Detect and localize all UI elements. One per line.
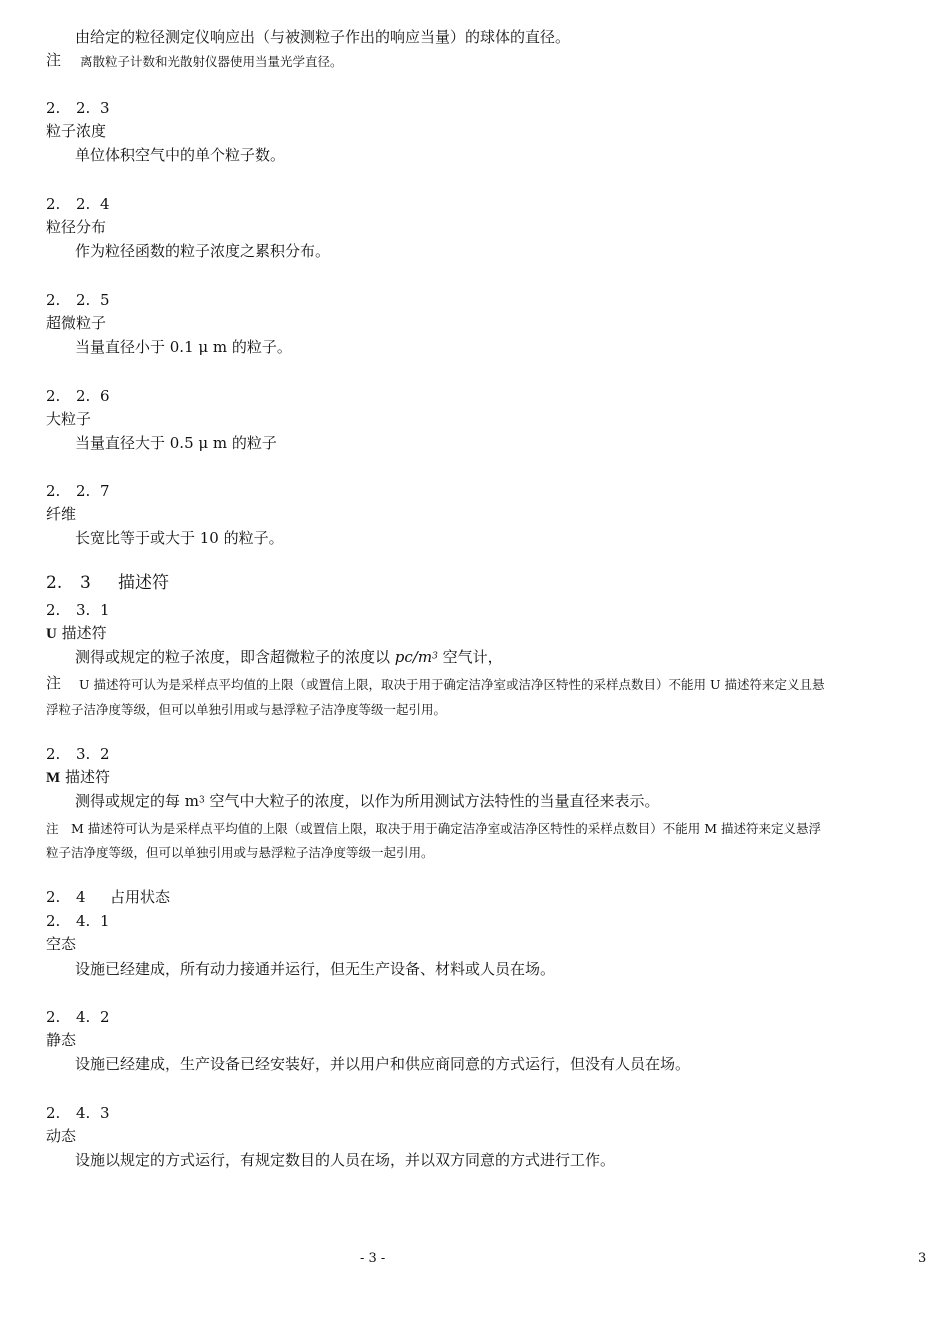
term-title: 纤维 (46, 505, 77, 523)
definition-text: 单位体积空气中的单个粒子数。 (75, 146, 286, 164)
section-title: 描述符 (118, 573, 169, 593)
term-title: 粒子浓度 (46, 122, 107, 140)
definition-text: 当量直径小于 0.1 μ m 的粒子。 (75, 338, 292, 356)
clause-number: 2. 2. 5 (46, 291, 110, 309)
clause-number: 2. 2. 4 (46, 195, 110, 213)
definition-text: 作为粒径函数的粒子浓度之累积分布。 (75, 242, 331, 260)
clause-number: 2. 4. 3 (46, 1104, 110, 1122)
page-number-center: - 3 - (360, 1251, 386, 1266)
section-heading: 2. 3 描述符 (46, 573, 169, 593)
definition-text: 当量直径大于 0.5 μ m 的粒子 (75, 434, 277, 452)
clause-number: 2. 2. 6 (46, 387, 110, 405)
clause-number: 2. 2. 3 (46, 99, 110, 117)
definition-text: 设施以规定的方式运行，有规定数目的人员在场，并以双方同意的方式进行工作。 (75, 1151, 616, 1169)
note-label: 注 (46, 674, 62, 692)
clause-number: 2. 3. 2 (46, 745, 110, 763)
note-text: 离散粒子计数和光散射仪器使用当量光学直径。 (80, 54, 343, 69)
term-title: U 描述符 (46, 624, 107, 642)
page-number-right: 3 (918, 1251, 927, 1266)
note-text: 粒子洁净度等级，但可以单独引用或与悬浮粒子洁净度等级一起引用。 (46, 845, 434, 860)
note-label: 注 (46, 51, 62, 69)
term-title: M 描述符 (46, 768, 110, 786)
term-title: 动态 (46, 1127, 77, 1145)
note-text: 注 M 描述符可认为是采样点平均值的上限（或置信上限，取决于用于确定洁净室或洁净区特性的采样点数目）不能用 M 描述符来定义悬浮 (46, 821, 822, 836)
term-title: 超微粒子 (46, 314, 107, 332)
definition-text: 由给定的粒径测定仪响应出（与被测粒子作出的响应当量）的球体的直径。 (75, 28, 571, 46)
definition-text: 设施已经建成，生产设备已经安装好，并以用户和供应商同意的方式运行，但没有人员在场。 (75, 1055, 691, 1073)
definition-text: 长宽比等于或大于 10 的粒子。 (75, 529, 284, 547)
term-title: 大粒子 (46, 410, 92, 428)
term-title: 空态 (46, 935, 77, 953)
clause-number: 2. 3. 1 (46, 601, 110, 619)
clause-number: 2. 2. 7 (46, 482, 110, 500)
term-title: 静态 (46, 1031, 77, 1049)
section-title: 占用状态 (110, 888, 171, 906)
clause-number: 2. 4. 2 (46, 1008, 110, 1026)
note-text: U 描述符可认为是采样点平均值的上限（或置信上限，取决于用于确定洁净室或洁净区特性的采样点数目）不能用 U 描述符来定义且悬 (79, 677, 825, 692)
definition-text: 测得或规定的每 $m^3$ 空气中大粒子的浓度，以作为所用测试方法特性的当量直径来表示。 (75, 792, 660, 810)
term-title: 粒径分布 (46, 218, 107, 236)
definition-text: 测得或规定的粒子浓度，即含超微粒子的浓度以 $pc/m^3$ 空气计， (75, 648, 503, 666)
section-heading: 2. 4 占用状态 (46, 888, 171, 906)
note-text: 浮粒子洁净度等级，但可以单独引用或与悬浮粒子洁净度等级一起引用。 (46, 702, 447, 717)
clause-number: 2. 4. 1 (46, 912, 110, 930)
definition-text: 设施已经建成，所有动力接通并运行，但无生产设备、材料或人员在场。 (75, 960, 556, 978)
